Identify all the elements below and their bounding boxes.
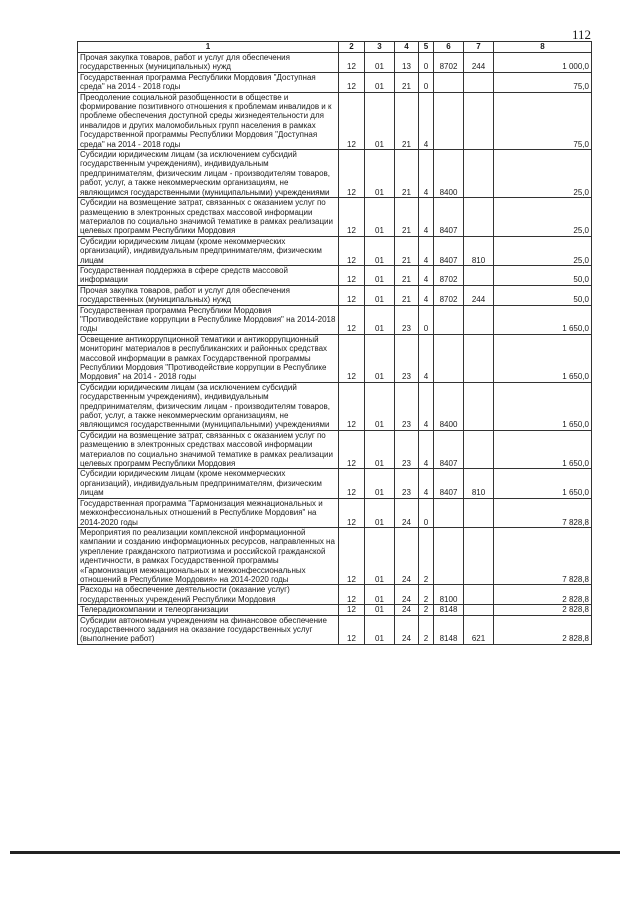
row-col-3-cell: 01 [365, 265, 395, 285]
row-col-2-cell: 12 [339, 72, 365, 92]
row-col-2-cell: 12 [339, 198, 365, 237]
table-row [78, 305, 592, 334]
row-col-3-cell: 01 [365, 305, 395, 334]
row-col-5-cell: 4 [419, 285, 434, 305]
row-col-3-cell: 01 [365, 615, 395, 644]
row-name-cell: Мероприятия по реализации комплексной информационной кампании и созданию информационных ресурсов, направленных на укрепление гражданского патриотизма и российской гражданской идентичности, в рамках Государственной программы «Гармонизация межнациональных и межконфессиональных отношений в Республике Мордовия» на 2014-2020 годы [78, 527, 339, 584]
table-row [78, 72, 592, 92]
row-col-8-cell: 25,0 [494, 150, 592, 198]
row-col-2-cell: 12 [339, 265, 365, 285]
row-col-2-cell: 12 [339, 498, 365, 527]
row-col-3-cell: 01 [365, 527, 395, 584]
row-col-7-cell [464, 72, 494, 92]
row-col-6-cell [434, 305, 464, 334]
row-col-4-cell: 13 [395, 53, 419, 73]
row-col-2-cell: 12 [339, 334, 365, 382]
row-col-8-cell: 1 000,0 [494, 53, 592, 73]
row-name-cell: Государственная программа Республики Мордовия "Доступная среда" на 2014 - 2018 годы [78, 72, 339, 92]
row-col-6-cell: 8400 [434, 382, 464, 430]
row-name-cell: Преодоление социальной разобщенности в обществе и формирование позитивного отношения к проблемам инвалидов и к проблеме обеспечения доступной среды жизнедеятельности для инвалидов и других маломобильных групп населения в рамках Государственной программы Республики Мордовия "Доступная среда" на 2014 - 2018 годы [78, 92, 339, 149]
row-col-2-cell: 12 [339, 585, 365, 605]
footer-rule [10, 851, 620, 854]
row-col-7-cell [464, 92, 494, 149]
row-col-4-cell: 24 [395, 605, 419, 615]
row-col-2-cell: 12 [339, 605, 365, 615]
row-col-8-cell: 1 650,0 [494, 334, 592, 382]
row-col-5-cell: 4 [419, 236, 434, 265]
header-col-4: 4 [395, 42, 419, 53]
row-col-6-cell [434, 527, 464, 584]
row-col-7-cell [464, 430, 494, 469]
row-col-4-cell: 23 [395, 469, 419, 498]
row-name-cell: Субсидии на возмещение затрат, связанных с оказанием услуг по размещению в электронных средствах массовой информации материалов по социально значимой тематике в рамках реализации целевых программ Республики Мордовия [78, 198, 339, 237]
header-col-5: 5 [419, 42, 434, 53]
row-name-cell: Субсидии юридическим лицам (за исключением субсидий государственным учреждениям), индивидуальным предпринимателям, физическим лицам - производителям товаров, работ, услуг, а также некоммерческим организациям, не являющимся государственными (муниципальными) учреждениями [78, 382, 339, 430]
row-col-4-cell: 21 [395, 92, 419, 149]
header-col-8: 8 [494, 42, 592, 53]
row-col-6-cell [434, 498, 464, 527]
row-name-cell: Субсидии юридическим лицам (за исключением субсидий государственным учреждениям), индивидуальным предпринимателям, физическим лицам - производителям товаров, работ, услуг, а также некоммерческим организациям, не являющимся государственными (муниципальными) учреждениями [78, 150, 339, 198]
row-col-4-cell: 24 [395, 585, 419, 605]
row-col-3-cell: 01 [365, 285, 395, 305]
row-col-3-cell: 01 [365, 92, 395, 149]
header-col-2: 2 [339, 42, 365, 53]
row-col-4-cell: 24 [395, 527, 419, 584]
row-name-cell: Государственная программа Республики Мордовия "Противодействие коррупции в Республике Мордовия" на 2014-2018 годы [78, 305, 339, 334]
row-col-3-cell: 01 [365, 198, 395, 237]
row-col-2-cell: 12 [339, 285, 365, 305]
table-row [78, 430, 592, 469]
table-row [78, 469, 592, 498]
row-col-6-cell [434, 72, 464, 92]
row-name-cell: Расходы на обеспечение деятельности (оказание услуг) государственных учреждений Республики Мордовия [78, 585, 339, 605]
row-col-2-cell: 12 [339, 305, 365, 334]
row-col-7-cell [464, 305, 494, 334]
row-col-5-cell: 4 [419, 150, 434, 198]
row-col-6-cell: 8407 [434, 430, 464, 469]
table-row [78, 498, 592, 527]
row-col-5-cell: 4 [419, 334, 434, 382]
row-name-cell: Субсидии юридическим лицам (кроме некоммерческих организаций), индивидуальным предпринимателям, физическим лицам [78, 469, 339, 498]
row-col-4-cell: 23 [395, 305, 419, 334]
row-col-5-cell: 2 [419, 527, 434, 584]
row-name-cell: Субсидии автономным учреждениям на финансовое обеспечение государственного задания на оказание государственных услуг (выполнение работ) [78, 615, 339, 644]
row-col-8-cell: 50,0 [494, 285, 592, 305]
row-col-3-cell: 01 [365, 72, 395, 92]
row-col-5-cell: 0 [419, 53, 434, 73]
budget-table [77, 41, 592, 645]
table-header-row [78, 42, 592, 53]
row-col-7-cell [464, 585, 494, 605]
row-col-7-cell [464, 382, 494, 430]
row-col-2-cell: 12 [339, 469, 365, 498]
row-col-8-cell: 2 828,8 [494, 615, 592, 644]
row-col-7-cell [464, 150, 494, 198]
row-col-7-cell [464, 265, 494, 285]
table-row [78, 92, 592, 149]
row-col-5-cell: 2 [419, 605, 434, 615]
row-col-4-cell: 23 [395, 382, 419, 430]
row-col-2-cell: 12 [339, 430, 365, 469]
row-col-8-cell: 50,0 [494, 265, 592, 285]
row-col-5-cell: 4 [419, 265, 434, 285]
row-col-4-cell: 24 [395, 498, 419, 527]
page-number: 112 [572, 27, 592, 42]
table-row [78, 527, 592, 584]
row-col-6-cell: 8407 [434, 236, 464, 265]
row-name-cell: Прочая закупка товаров, работ и услуг для обеспечения государственных (муниципальных) нужд [78, 53, 339, 73]
row-name-cell: Телерадиокомпании и телеорганизации [78, 605, 339, 615]
row-col-8-cell: 2 828,8 [494, 585, 592, 605]
row-name-cell: Прочая закупка товаров, работ и услуг для обеспечения государственных (муниципальных) нужд [78, 285, 339, 305]
row-col-6-cell: 8702 [434, 285, 464, 305]
row-col-3-cell: 01 [365, 334, 395, 382]
header-col-7: 7 [464, 42, 494, 53]
row-col-4-cell: 21 [395, 265, 419, 285]
row-col-6-cell: 8407 [434, 469, 464, 498]
table-row [78, 265, 592, 285]
row-col-7-cell: 810 [464, 236, 494, 265]
row-col-3-cell: 01 [365, 469, 395, 498]
row-col-8-cell: 1 650,0 [494, 469, 592, 498]
row-col-6-cell [434, 334, 464, 382]
header-col-1: 1 [78, 42, 339, 53]
row-col-6-cell: 8702 [434, 265, 464, 285]
row-col-7-cell: 244 [464, 285, 494, 305]
row-col-5-cell: 0 [419, 498, 434, 527]
row-col-2-cell: 12 [339, 53, 365, 73]
row-col-8-cell: 25,0 [494, 198, 592, 237]
table-row [78, 605, 592, 615]
row-col-5-cell: 4 [419, 469, 434, 498]
table-row [78, 236, 592, 265]
row-name-cell: Государственная программа "Гармонизация межнациональных и межконфессиональных отношений в Республике Мордовия" на 2014-2020 годы [78, 498, 339, 527]
row-col-4-cell: 23 [395, 430, 419, 469]
row-col-8-cell: 7 828,8 [494, 527, 592, 584]
row-col-5-cell: 0 [419, 72, 434, 92]
row-col-2-cell: 12 [339, 615, 365, 644]
row-col-4-cell: 21 [395, 150, 419, 198]
row-col-8-cell: 75,0 [494, 72, 592, 92]
row-col-8-cell: 1 650,0 [494, 382, 592, 430]
row-col-7-cell: 621 [464, 615, 494, 644]
row-col-7-cell [464, 198, 494, 237]
row-col-4-cell: 21 [395, 236, 419, 265]
row-col-6-cell: 8148 [434, 605, 464, 615]
row-col-3-cell: 01 [365, 53, 395, 73]
table-row [78, 285, 592, 305]
row-col-8-cell: 7 828,8 [494, 498, 592, 527]
row-name-cell: Субсидии на возмещение затрат, связанных с оказанием услуг по размещению в электронных средствах массовой информации материалов по социально значимой тематике в рамках реализации целевых программ Республики Мордовия [78, 430, 339, 469]
header-col-3: 3 [365, 42, 395, 53]
row-col-5-cell: 2 [419, 585, 434, 605]
row-col-5-cell: 2 [419, 615, 434, 644]
row-col-7-cell [464, 527, 494, 584]
row-col-2-cell: 12 [339, 92, 365, 149]
row-col-3-cell: 01 [365, 382, 395, 430]
row-col-3-cell: 01 [365, 585, 395, 605]
row-col-2-cell: 12 [339, 236, 365, 265]
row-col-4-cell: 24 [395, 615, 419, 644]
row-name-cell: Субсидии юридическим лицам (кроме некоммерческих организаций), индивидуальным предпринимателям, физическим лицам [78, 236, 339, 265]
row-col-5-cell: 4 [419, 430, 434, 469]
row-col-5-cell: 0 [419, 305, 434, 334]
row-col-6-cell: 8407 [434, 198, 464, 237]
row-name-cell: Освещение антикоррупционной тематики и антикоррупционный мониторинг материалов в республиканских и районных средствах массовой информации в рамках Государственной программы Республики Мордовия "Противодействие коррупции в Республике Мордовия" на 2014 - 2018 годы [78, 334, 339, 382]
row-col-3-cell: 01 [365, 150, 395, 198]
table-row [78, 615, 592, 644]
row-col-8-cell: 2 828,8 [494, 605, 592, 615]
table-body [78, 53, 592, 645]
row-col-6-cell: 8148 [434, 615, 464, 644]
row-name-cell: Государственная поддержка в сфере средств массовой информации [78, 265, 339, 285]
row-col-4-cell: 21 [395, 72, 419, 92]
row-col-6-cell [434, 92, 464, 149]
row-col-6-cell: 8100 [434, 585, 464, 605]
row-col-3-cell: 01 [365, 236, 395, 265]
table-row [78, 382, 592, 430]
row-col-8-cell: 75,0 [494, 92, 592, 149]
row-col-2-cell: 12 [339, 382, 365, 430]
row-col-8-cell: 1 650,0 [494, 430, 592, 469]
table-row [78, 334, 592, 382]
row-col-8-cell: 1 650,0 [494, 305, 592, 334]
row-col-4-cell: 21 [395, 198, 419, 237]
row-col-4-cell: 23 [395, 334, 419, 382]
row-col-5-cell: 4 [419, 92, 434, 149]
row-col-2-cell: 12 [339, 527, 365, 584]
row-col-7-cell: 244 [464, 53, 494, 73]
header-col-6: 6 [434, 42, 464, 53]
row-col-7-cell [464, 334, 494, 382]
row-col-2-cell: 12 [339, 150, 365, 198]
row-col-6-cell: 8702 [434, 53, 464, 73]
row-col-7-cell [464, 605, 494, 615]
row-col-4-cell: 21 [395, 285, 419, 305]
table-row [78, 585, 592, 605]
table-row [78, 150, 592, 198]
row-col-3-cell: 01 [365, 498, 395, 527]
row-col-8-cell: 25,0 [494, 236, 592, 265]
row-col-7-cell [464, 498, 494, 527]
row-col-3-cell: 01 [365, 605, 395, 615]
row-col-5-cell: 4 [419, 198, 434, 237]
table-row [78, 198, 592, 237]
row-col-6-cell: 8400 [434, 150, 464, 198]
table-row [78, 53, 592, 73]
row-col-3-cell: 01 [365, 430, 395, 469]
row-col-5-cell: 4 [419, 382, 434, 430]
row-col-7-cell: 810 [464, 469, 494, 498]
